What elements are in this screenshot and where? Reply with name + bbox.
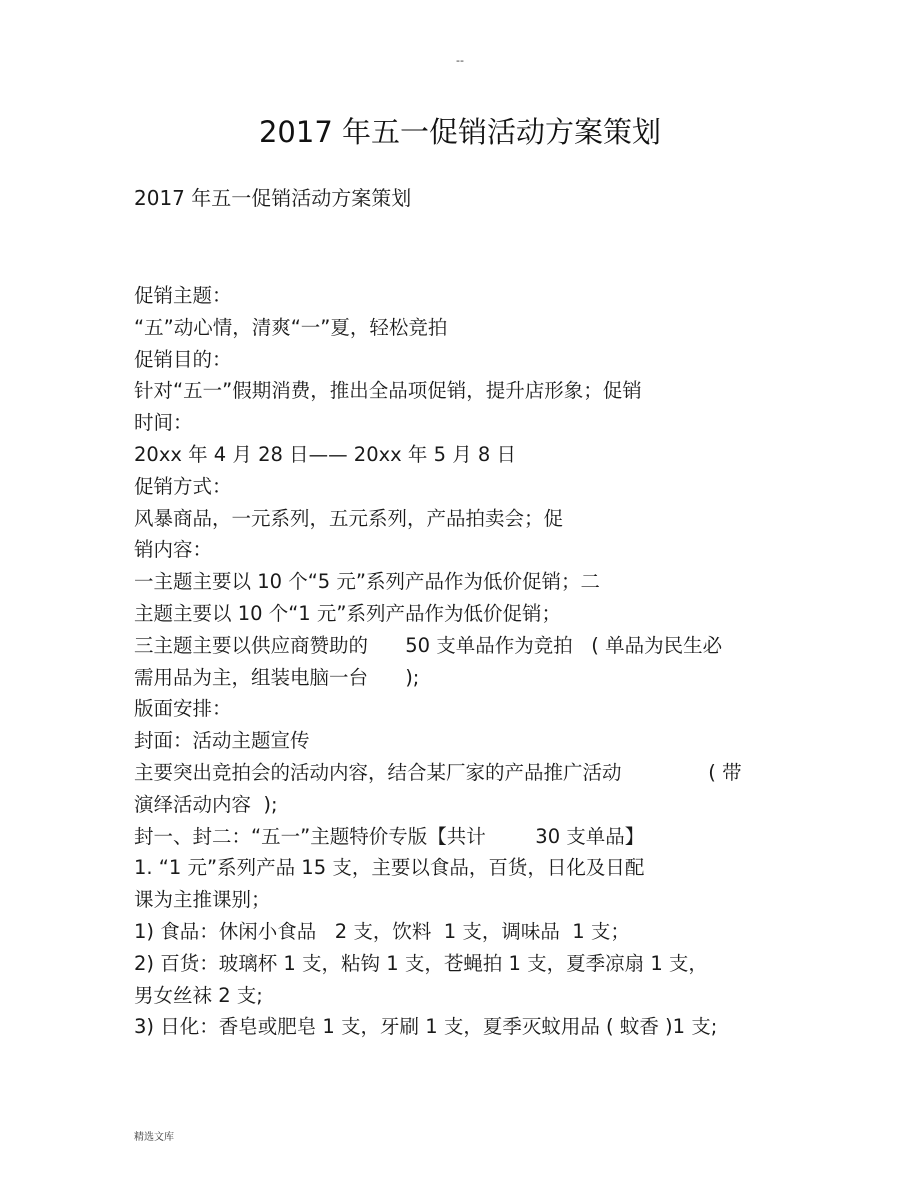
document-body	[134, 280, 794, 1043]
body-line: 三主题主要以供应商赞助的 50 支单品作为竞拍 ( 单品为民生必	[134, 633, 723, 657]
body-line: 时间：	[134, 411, 193, 435]
body-line: 针对“五一”假期消费，推出全品项促销，提升店形象；促销	[134, 379, 642, 403]
body-line: 3) 日化：香皂或肥皂 1 支，牙刷 1 支，夏季灭蚊用品 ( 蚊香 )1 支;	[134, 1015, 718, 1039]
body-line: 销内容：	[134, 538, 213, 562]
body-line: 主题主要以 10 个“1 元”系列产品作为低价促销；	[134, 601, 562, 625]
body-line: 20xx 年 4 月 28 日—— 20xx 年 5 月 8 日	[134, 442, 517, 466]
page-footer-mark: 精选文库	[134, 1132, 174, 1143]
body-line: 需用品为主，组装电脑一台 );	[134, 665, 420, 689]
body-line: 风暴商品，一元系列，五元系列，产品拍卖会；促	[134, 506, 564, 530]
body-line: 促销主题：	[134, 284, 232, 307]
body-line: 1) 食品：休闲小食品 2 支，饮料 1 支，调味品 1 支；	[134, 919, 630, 943]
body-line: 一主题主要以 10 个“5 元”系列产品作为低价促销；二	[134, 570, 601, 594]
document-title: 2017 年五一促销活动方案策划	[258, 115, 662, 149]
body-line: 促销目的：	[134, 347, 232, 371]
document-subtitle: 2017 年五一促销活动方案策划	[134, 186, 412, 210]
body-line: 1. “1 元”系列产品 15 支，主要以食品，百货，日化及日配	[134, 856, 645, 880]
body-line: 版面安排：	[134, 697, 232, 721]
body-line: 封一、封二：“五一”主题特价专版【共计 30 支单品】	[134, 824, 645, 848]
body-line: 主要突出竞拍会的活动内容，结合某厂家的产品推广活动 ( 带	[134, 760, 742, 784]
body-line: 男女丝袜 2 支;	[134, 983, 263, 1007]
body-line: 演绎活动内容 );	[134, 792, 278, 816]
body-line: 2) 百货：玻璃杯 1 支，粘钩 1 支，苍蝇拍 1 支，夏季凉扇 1 支，	[134, 951, 708, 975]
body-line: 封面：活动主题宣传	[134, 729, 310, 753]
body-line: 促销方式：	[134, 474, 232, 498]
body-line: “五”动心情，清爽“一”夏，轻松竞拍	[134, 315, 448, 339]
page-header-mark: --	[456, 54, 464, 67]
body-line: 课为主推课别；	[134, 888, 271, 912]
